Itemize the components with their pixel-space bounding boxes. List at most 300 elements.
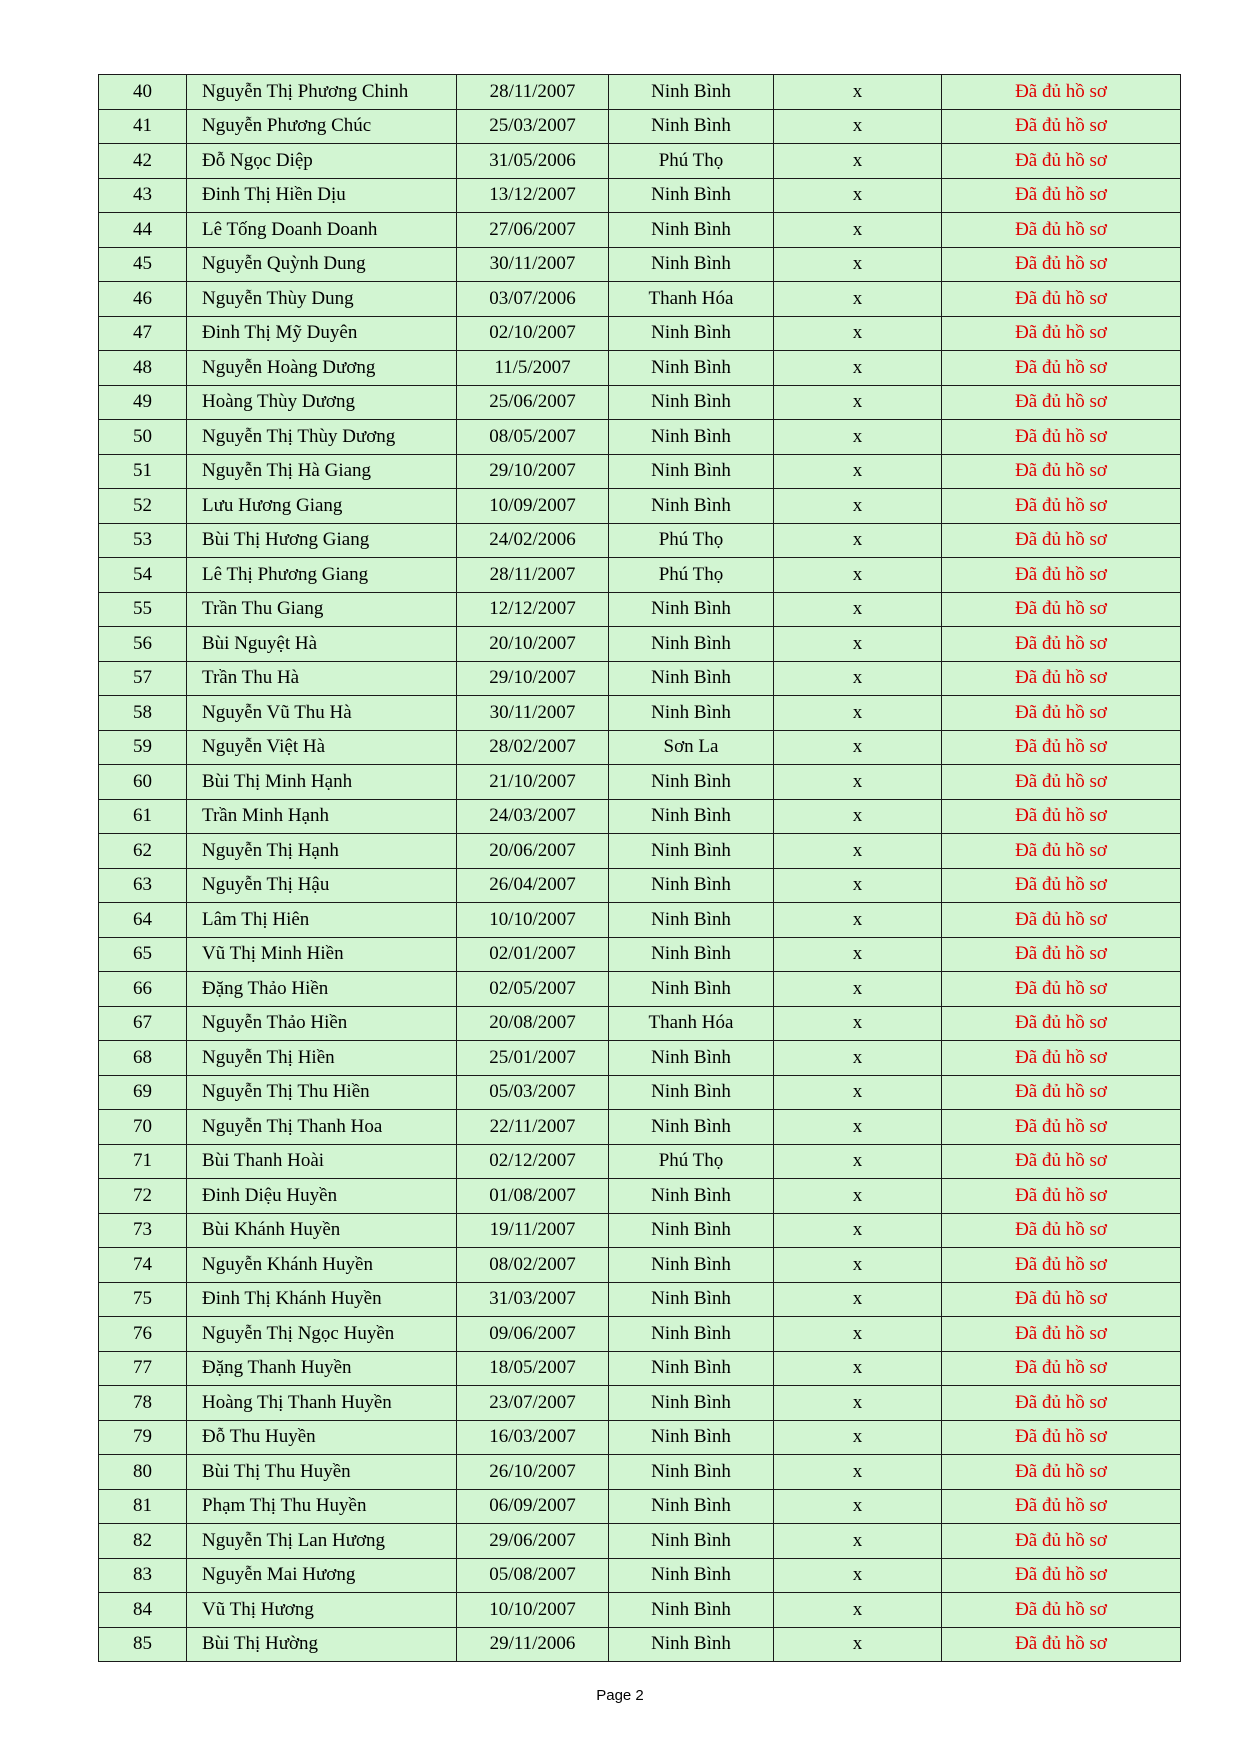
table-row [99, 558, 1181, 593]
cell-name: Nguyễn Hoàng Dương [187, 351, 457, 386]
cell-status: Đã đủ hồ sơ [942, 799, 1181, 834]
cell-number: 42 [99, 144, 187, 179]
cell-hometown: Ninh Bình [609, 178, 774, 213]
cell-hometown: Ninh Bình [609, 1351, 774, 1386]
cell-name: Đinh Diệu Huyền [187, 1179, 457, 1214]
table-row [99, 937, 1181, 972]
cell-birth-date: 19/11/2007 [457, 1213, 609, 1248]
cell-birth-date: 01/08/2007 [457, 1179, 609, 1214]
table-row [99, 730, 1181, 765]
cell-birth-date: 20/10/2007 [457, 627, 609, 662]
cell-mark: x [774, 765, 942, 800]
cell-hometown: Thanh Hóa [609, 1006, 774, 1041]
table-row [99, 1075, 1181, 1110]
cell-birth-date: 27/06/2007 [457, 213, 609, 248]
cell-status: Đã đủ hồ sơ [942, 765, 1181, 800]
cell-number: 64 [99, 903, 187, 938]
table-row [99, 1110, 1181, 1145]
cell-birth-date: 31/03/2007 [457, 1282, 609, 1317]
cell-status: Đã đủ hồ sơ [942, 937, 1181, 972]
cell-mark: x [774, 144, 942, 179]
cell-mark: x [774, 696, 942, 731]
cell-status: Đã đủ hồ sơ [942, 834, 1181, 869]
cell-birth-date: 31/05/2006 [457, 144, 609, 179]
table-row [99, 1317, 1181, 1352]
cell-hometown: Ninh Bình [609, 972, 774, 1007]
cell-number: 81 [99, 1489, 187, 1524]
cell-birth-date: 11/5/2007 [457, 351, 609, 386]
cell-mark: x [774, 592, 942, 627]
cell-birth-date: 29/10/2007 [457, 454, 609, 489]
table-row [99, 1144, 1181, 1179]
table-row [99, 1282, 1181, 1317]
table-row [99, 144, 1181, 179]
cell-hometown: Ninh Bình [609, 903, 774, 938]
table-row [99, 247, 1181, 282]
cell-mark: x [774, 1144, 942, 1179]
cell-hometown: Ninh Bình [609, 1489, 774, 1524]
cell-birth-date: 26/04/2007 [457, 868, 609, 903]
cell-birth-date: 09/06/2007 [457, 1317, 609, 1352]
table-row [99, 75, 1181, 110]
table-row [99, 109, 1181, 144]
cell-hometown: Ninh Bình [609, 661, 774, 696]
cell-number: 46 [99, 282, 187, 317]
cell-status: Đã đủ hồ sơ [942, 868, 1181, 903]
cell-number: 53 [99, 523, 187, 558]
cell-number: 51 [99, 454, 187, 489]
cell-status: Đã đủ hồ sơ [942, 972, 1181, 1007]
cell-birth-date: 28/11/2007 [457, 75, 609, 110]
cell-name: Nguyễn Vũ Thu Hà [187, 696, 457, 731]
cell-mark: x [774, 1351, 942, 1386]
cell-name: Nguyễn Phương Chúc [187, 109, 457, 144]
cell-birth-date: 30/11/2007 [457, 247, 609, 282]
cell-number: 78 [99, 1386, 187, 1421]
cell-status: Đã đủ hồ sơ [942, 282, 1181, 317]
cell-name: Vũ Thị Hương [187, 1593, 457, 1628]
table-row [99, 868, 1181, 903]
cell-hometown: Ninh Bình [609, 247, 774, 282]
cell-mark: x [774, 351, 942, 386]
cell-birth-date: 25/03/2007 [457, 109, 609, 144]
cell-hometown: Ninh Bình [609, 937, 774, 972]
cell-mark: x [774, 1558, 942, 1593]
cell-name: Bùi Khánh Huyền [187, 1213, 457, 1248]
cell-mark: x [774, 1524, 942, 1559]
cell-hometown: Ninh Bình [609, 1075, 774, 1110]
cell-mark: x [774, 1420, 942, 1455]
cell-hometown: Ninh Bình [609, 385, 774, 420]
cell-number: 69 [99, 1075, 187, 1110]
cell-number: 71 [99, 1144, 187, 1179]
cell-birth-date: 24/03/2007 [457, 799, 609, 834]
cell-name: Nguyễn Mai Hương [187, 1558, 457, 1593]
cell-status: Đã đủ hồ sơ [942, 627, 1181, 662]
cell-birth-date: 23/07/2007 [457, 1386, 609, 1421]
cell-birth-date: 02/12/2007 [457, 1144, 609, 1179]
table-row [99, 385, 1181, 420]
cell-status: Đã đủ hồ sơ [942, 1489, 1181, 1524]
cell-status: Đã đủ hồ sơ [942, 1524, 1181, 1559]
cell-number: 73 [99, 1213, 187, 1248]
table-row [99, 1041, 1181, 1076]
cell-status: Đã đủ hồ sơ [942, 661, 1181, 696]
cell-number: 75 [99, 1282, 187, 1317]
table-row [99, 1179, 1181, 1214]
cell-name: Đỗ Ngọc Diệp [187, 144, 457, 179]
cell-status: Đã đủ hồ sơ [942, 558, 1181, 593]
cell-number: 47 [99, 316, 187, 351]
cell-number: 50 [99, 420, 187, 455]
cell-name: Trần Thu Giang [187, 592, 457, 627]
cell-birth-date: 06/09/2007 [457, 1489, 609, 1524]
cell-mark: x [774, 213, 942, 248]
table-row [99, 420, 1181, 455]
cell-number: 84 [99, 1593, 187, 1628]
cell-mark: x [774, 1282, 942, 1317]
cell-status: Đã đủ hồ sơ [942, 109, 1181, 144]
cell-name: Nguyễn Thị Ngọc Huyền [187, 1317, 457, 1352]
cell-birth-date: 25/01/2007 [457, 1041, 609, 1076]
cell-mark: x [774, 972, 942, 1007]
cell-hometown: Phú Thọ [609, 558, 774, 593]
cell-mark: x [774, 868, 942, 903]
cell-number: 52 [99, 489, 187, 524]
cell-status: Đã đủ hồ sơ [942, 420, 1181, 455]
cell-birth-date: 20/06/2007 [457, 834, 609, 869]
cell-hometown: Ninh Bình [609, 316, 774, 351]
cell-number: 67 [99, 1006, 187, 1041]
cell-status: Đã đủ hồ sơ [942, 213, 1181, 248]
table-row [99, 178, 1181, 213]
cell-status: Đã đủ hồ sơ [942, 730, 1181, 765]
cell-status: Đã đủ hồ sơ [942, 247, 1181, 282]
cell-hometown: Ninh Bình [609, 1524, 774, 1559]
cell-hometown: Ninh Bình [609, 1455, 774, 1490]
cell-hometown: Ninh Bình [609, 1558, 774, 1593]
cell-number: 72 [99, 1179, 187, 1214]
cell-mark: x [774, 1455, 942, 1490]
cell-mark: x [774, 489, 942, 524]
cell-birth-date: 28/11/2007 [457, 558, 609, 593]
cell-hometown: Ninh Bình [609, 1593, 774, 1628]
cell-status: Đã đủ hồ sơ [942, 1248, 1181, 1283]
cell-birth-date: 08/02/2007 [457, 1248, 609, 1283]
cell-name: Trần Minh Hạnh [187, 799, 457, 834]
cell-status: Đã đủ hồ sơ [942, 1351, 1181, 1386]
cell-status: Đã đủ hồ sơ [942, 75, 1181, 110]
cell-hometown: Thanh Hóa [609, 282, 774, 317]
cell-birth-date: 29/10/2007 [457, 661, 609, 696]
cell-number: 58 [99, 696, 187, 731]
cell-status: Đã đủ hồ sơ [942, 1075, 1181, 1110]
cell-hometown: Ninh Bình [609, 834, 774, 869]
cell-name: Bùi Thị Hường [187, 1627, 457, 1662]
cell-name: Nguyễn Thị Hiền [187, 1041, 457, 1076]
cell-status: Đã đủ hồ sơ [942, 178, 1181, 213]
cell-number: 48 [99, 351, 187, 386]
cell-birth-date: 21/10/2007 [457, 765, 609, 800]
cell-hometown: Ninh Bình [609, 1179, 774, 1214]
cell-mark: x [774, 1386, 942, 1421]
cell-status: Đã đủ hồ sơ [942, 523, 1181, 558]
cell-mark: x [774, 799, 942, 834]
cell-number: 59 [99, 730, 187, 765]
cell-number: 74 [99, 1248, 187, 1283]
cell-mark: x [774, 903, 942, 938]
cell-status: Đã đủ hồ sơ [942, 1386, 1181, 1421]
cell-hometown: Ninh Bình [609, 1317, 774, 1352]
cell-birth-date: 02/05/2007 [457, 972, 609, 1007]
cell-hometown: Ninh Bình [609, 1282, 774, 1317]
cell-status: Đã đủ hồ sơ [942, 385, 1181, 420]
cell-number: 79 [99, 1420, 187, 1455]
cell-birth-date: 30/11/2007 [457, 696, 609, 731]
cell-birth-date: 10/10/2007 [457, 1593, 609, 1628]
cell-hometown: Sơn La [609, 730, 774, 765]
cell-number: 43 [99, 178, 187, 213]
cell-status: Đã đủ hồ sơ [942, 1317, 1181, 1352]
cell-mark: x [774, 1593, 942, 1628]
table-row [99, 1627, 1181, 1662]
cell-mark: x [774, 937, 942, 972]
cell-name: Lưu Hương Giang [187, 489, 457, 524]
cell-mark: x [774, 385, 942, 420]
cell-number: 45 [99, 247, 187, 282]
cell-status: Đã đủ hồ sơ [942, 351, 1181, 386]
cell-mark: x [774, 109, 942, 144]
table-row [99, 1351, 1181, 1386]
cell-mark: x [774, 627, 942, 662]
cell-number: 65 [99, 937, 187, 972]
student-table [98, 74, 1181, 1662]
cell-birth-date: 29/11/2006 [457, 1627, 609, 1662]
cell-hometown: Ninh Bình [609, 627, 774, 662]
cell-mark: x [774, 523, 942, 558]
cell-birth-date: 10/10/2007 [457, 903, 609, 938]
cell-hometown: Ninh Bình [609, 1213, 774, 1248]
cell-name: Hoàng Thị Thanh Huyền [187, 1386, 457, 1421]
cell-birth-date: 16/03/2007 [457, 1420, 609, 1455]
cell-birth-date: 08/05/2007 [457, 420, 609, 455]
cell-name: Nguyễn Thị Hà Giang [187, 454, 457, 489]
cell-hometown: Ninh Bình [609, 868, 774, 903]
cell-number: 80 [99, 1455, 187, 1490]
cell-birth-date: 22/11/2007 [457, 1110, 609, 1145]
cell-number: 85 [99, 1627, 187, 1662]
cell-hometown: Ninh Bình [609, 1386, 774, 1421]
cell-mark: x [774, 1110, 942, 1145]
table-row [99, 1420, 1181, 1455]
cell-mark: x [774, 730, 942, 765]
cell-hometown: Ninh Bình [609, 765, 774, 800]
cell-status: Đã đủ hồ sơ [942, 1144, 1181, 1179]
cell-hometown: Ninh Bình [609, 1110, 774, 1145]
cell-name: Lâm Thị Hiên [187, 903, 457, 938]
cell-mark: x [774, 247, 942, 282]
cell-number: 56 [99, 627, 187, 662]
cell-birth-date: 24/02/2006 [457, 523, 609, 558]
cell-hometown: Ninh Bình [609, 1627, 774, 1662]
cell-name: Bùi Thị Minh Hạnh [187, 765, 457, 800]
cell-status: Đã đủ hồ sơ [942, 592, 1181, 627]
cell-hometown: Ninh Bình [609, 1041, 774, 1076]
cell-mark: x [774, 1627, 942, 1662]
cell-mark: x [774, 1213, 942, 1248]
cell-birth-date: 02/01/2007 [457, 937, 609, 972]
cell-mark: x [774, 1317, 942, 1352]
cell-name: Đinh Thị Khánh Huyền [187, 1282, 457, 1317]
cell-number: 76 [99, 1317, 187, 1352]
cell-number: 63 [99, 868, 187, 903]
cell-number: 70 [99, 1110, 187, 1145]
cell-number: 61 [99, 799, 187, 834]
cell-mark: x [774, 282, 942, 317]
cell-mark: x [774, 661, 942, 696]
cell-mark: x [774, 1248, 942, 1283]
table-row [99, 834, 1181, 869]
cell-number: 55 [99, 592, 187, 627]
cell-number: 68 [99, 1041, 187, 1076]
cell-number: 82 [99, 1524, 187, 1559]
cell-status: Đã đủ hồ sơ [942, 1006, 1181, 1041]
cell-mark: x [774, 316, 942, 351]
cell-birth-date: 20/08/2007 [457, 1006, 609, 1041]
cell-mark: x [774, 75, 942, 110]
cell-status: Đã đủ hồ sơ [942, 1282, 1181, 1317]
table-row [99, 1386, 1181, 1421]
cell-name: Phạm Thị Thu Huyền [187, 1489, 457, 1524]
cell-name: Nguyễn Thị Thanh Hoa [187, 1110, 457, 1145]
cell-hometown: Ninh Bình [609, 489, 774, 524]
cell-hometown: Ninh Bình [609, 75, 774, 110]
cell-mark: x [774, 420, 942, 455]
cell-status: Đã đủ hồ sơ [942, 1213, 1181, 1248]
table-row [99, 489, 1181, 524]
table-row [99, 1248, 1181, 1283]
table-row [99, 213, 1181, 248]
cell-hometown: Ninh Bình [609, 799, 774, 834]
cell-hometown: Ninh Bình [609, 351, 774, 386]
cell-number: 57 [99, 661, 187, 696]
cell-status: Đã đủ hồ sơ [942, 144, 1181, 179]
cell-name: Lê Thị Phương Giang [187, 558, 457, 593]
table-row [99, 1558, 1181, 1593]
table-row [99, 1455, 1181, 1490]
cell-number: 41 [99, 109, 187, 144]
cell-name: Đặng Thanh Huyền [187, 1351, 457, 1386]
table-row [99, 1489, 1181, 1524]
cell-name: Nguyễn Thị Hậu [187, 868, 457, 903]
cell-name: Bùi Nguyệt Hà [187, 627, 457, 662]
cell-mark: x [774, 1489, 942, 1524]
cell-hometown: Phú Thọ [609, 1144, 774, 1179]
cell-birth-date: 03/07/2006 [457, 282, 609, 317]
cell-number: 40 [99, 75, 187, 110]
cell-birth-date: 02/10/2007 [457, 316, 609, 351]
cell-number: 60 [99, 765, 187, 800]
cell-mark: x [774, 834, 942, 869]
cell-birth-date: 10/09/2007 [457, 489, 609, 524]
table-row [99, 1006, 1181, 1041]
cell-status: Đã đủ hồ sơ [942, 1455, 1181, 1490]
cell-name: Lê Tống Doanh Doanh [187, 213, 457, 248]
cell-birth-date: 13/12/2007 [457, 178, 609, 213]
cell-status: Đã đủ hồ sơ [942, 1041, 1181, 1076]
cell-mark: x [774, 1179, 942, 1214]
table-row [99, 627, 1181, 662]
cell-birth-date: 05/08/2007 [457, 1558, 609, 1593]
cell-name: Đỗ Thu Huyền [187, 1420, 457, 1455]
cell-hometown: Phú Thọ [609, 523, 774, 558]
table-row [99, 316, 1181, 351]
cell-number: 54 [99, 558, 187, 593]
cell-name: Nguyễn Thùy Dung [187, 282, 457, 317]
cell-status: Đã đủ hồ sơ [942, 1179, 1181, 1214]
cell-birth-date: 25/06/2007 [457, 385, 609, 420]
cell-hometown: Phú Thọ [609, 144, 774, 179]
cell-hometown: Ninh Bình [609, 109, 774, 144]
cell-name: Nguyễn Thị Thùy Dương [187, 420, 457, 455]
cell-status: Đã đủ hồ sơ [942, 1593, 1181, 1628]
cell-status: Đã đủ hồ sơ [942, 316, 1181, 351]
table-row [99, 696, 1181, 731]
table-row [99, 1593, 1181, 1628]
cell-name: Đinh Thị Hiền Dịu [187, 178, 457, 213]
cell-name: Nguyễn Thị Hạnh [187, 834, 457, 869]
page-number: Page 2 [596, 1687, 644, 1704]
cell-birth-date: 05/03/2007 [457, 1075, 609, 1110]
table-row [99, 454, 1181, 489]
table-row [99, 903, 1181, 938]
cell-status: Đã đủ hồ sơ [942, 454, 1181, 489]
cell-name: Bùi Thanh Hoài [187, 1144, 457, 1179]
cell-birth-date: 12/12/2007 [457, 592, 609, 627]
cell-status: Đã đủ hồ sơ [942, 1420, 1181, 1455]
table-row [99, 523, 1181, 558]
cell-number: 44 [99, 213, 187, 248]
cell-name: Nguyễn Quỳnh Dung [187, 247, 457, 282]
cell-hometown: Ninh Bình [609, 213, 774, 248]
cell-hometown: Ninh Bình [609, 1420, 774, 1455]
table-row [99, 1524, 1181, 1559]
cell-status: Đã đủ hồ sơ [942, 1110, 1181, 1145]
cell-number: 83 [99, 1558, 187, 1593]
cell-name: Đặng Thảo Hiền [187, 972, 457, 1007]
table-row [99, 282, 1181, 317]
cell-birth-date: 29/06/2007 [457, 1524, 609, 1559]
cell-number: 49 [99, 385, 187, 420]
cell-name: Nguyễn Việt Hà [187, 730, 457, 765]
table-row [99, 592, 1181, 627]
cell-mark: x [774, 178, 942, 213]
table-row [99, 765, 1181, 800]
cell-mark: x [774, 1075, 942, 1110]
cell-name: Trần Thu Hà [187, 661, 457, 696]
cell-mark: x [774, 558, 942, 593]
cell-status: Đã đủ hồ sơ [942, 696, 1181, 731]
cell-number: 66 [99, 972, 187, 1007]
cell-status: Đã đủ hồ sơ [942, 1558, 1181, 1593]
cell-name: Nguyễn Thị Lan Hương [187, 1524, 457, 1559]
cell-name: Nguyễn Thị Thu Hiền [187, 1075, 457, 1110]
cell-name: Vũ Thị Minh Hiền [187, 937, 457, 972]
table-row [99, 661, 1181, 696]
cell-birth-date: 26/10/2007 [457, 1455, 609, 1490]
cell-mark: x [774, 1006, 942, 1041]
cell-name: Hoàng Thùy Dương [187, 385, 457, 420]
